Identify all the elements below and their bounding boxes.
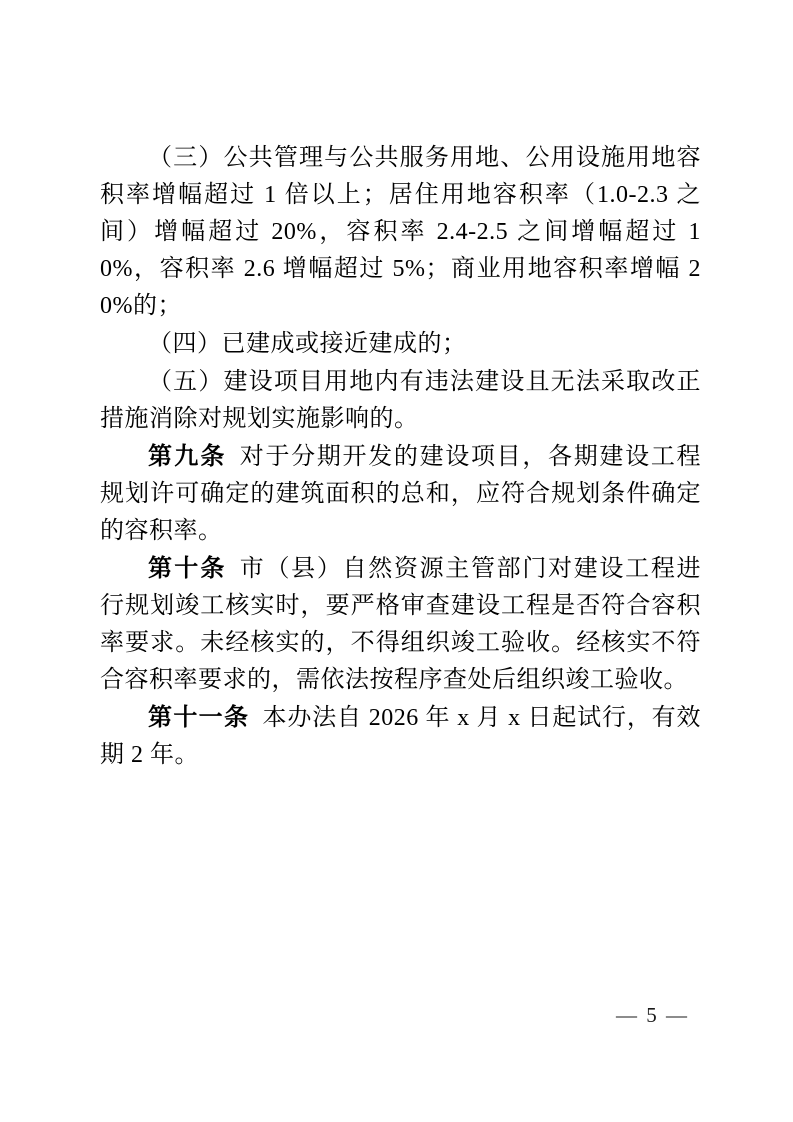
page-number-text: — 5 —: [616, 1003, 689, 1027]
article-9-heading: 第九条: [148, 443, 227, 470]
paragraph-text: （五）建设项目用地内有违法建设且无法采取改正措施消除对规划实施影响的。: [100, 369, 701, 432]
paragraph-item-5: [100, 363, 701, 438]
paragraph-item-3: [100, 139, 701, 325]
paragraph-text: （四）已建成或接近建成的；: [148, 331, 467, 357]
paragraph-text: 对于分期开发的建设项目，各期建设工程规划许可确定的建筑面积的总和，应符合规划条件确定的容积率。: [100, 444, 702, 544]
paragraph-article-9: [100, 438, 701, 550]
article-10-heading: 第十条: [148, 555, 227, 582]
page-number: [616, 1002, 689, 1028]
paragraph-article-11: [100, 699, 701, 774]
paragraph-item-4: [100, 325, 701, 363]
paragraph-article-10: [100, 550, 701, 699]
paragraph-text: 本办法自 2026 年 x 月 x 日起试行，有效期 2 年。: [100, 705, 702, 768]
article-11-heading: 第十一条: [148, 704, 250, 731]
paragraph-text: 市（县）自然资源主管部门对建设工程进行规划竣工核实时，要严格审查建设工程是否符合容积率要求。未经核实的，不得组织竣工验收。经核实不符合容积率要求的，需依法按程序查处后组织竣工验收。: [100, 556, 702, 693]
paragraph-text: （三）公共管理与公共服务用地、公用设施用地容积率增幅超过 1 倍以上；居住用地容积率（1.0-2.3 之间）增幅超过 20%，容积率 2.4-2.5 之间增幅超过 10%，容积率 2.6 增幅超过 5%；商业用地容积率增幅 20%的；: [100, 145, 701, 319]
document-body: [100, 139, 701, 774]
